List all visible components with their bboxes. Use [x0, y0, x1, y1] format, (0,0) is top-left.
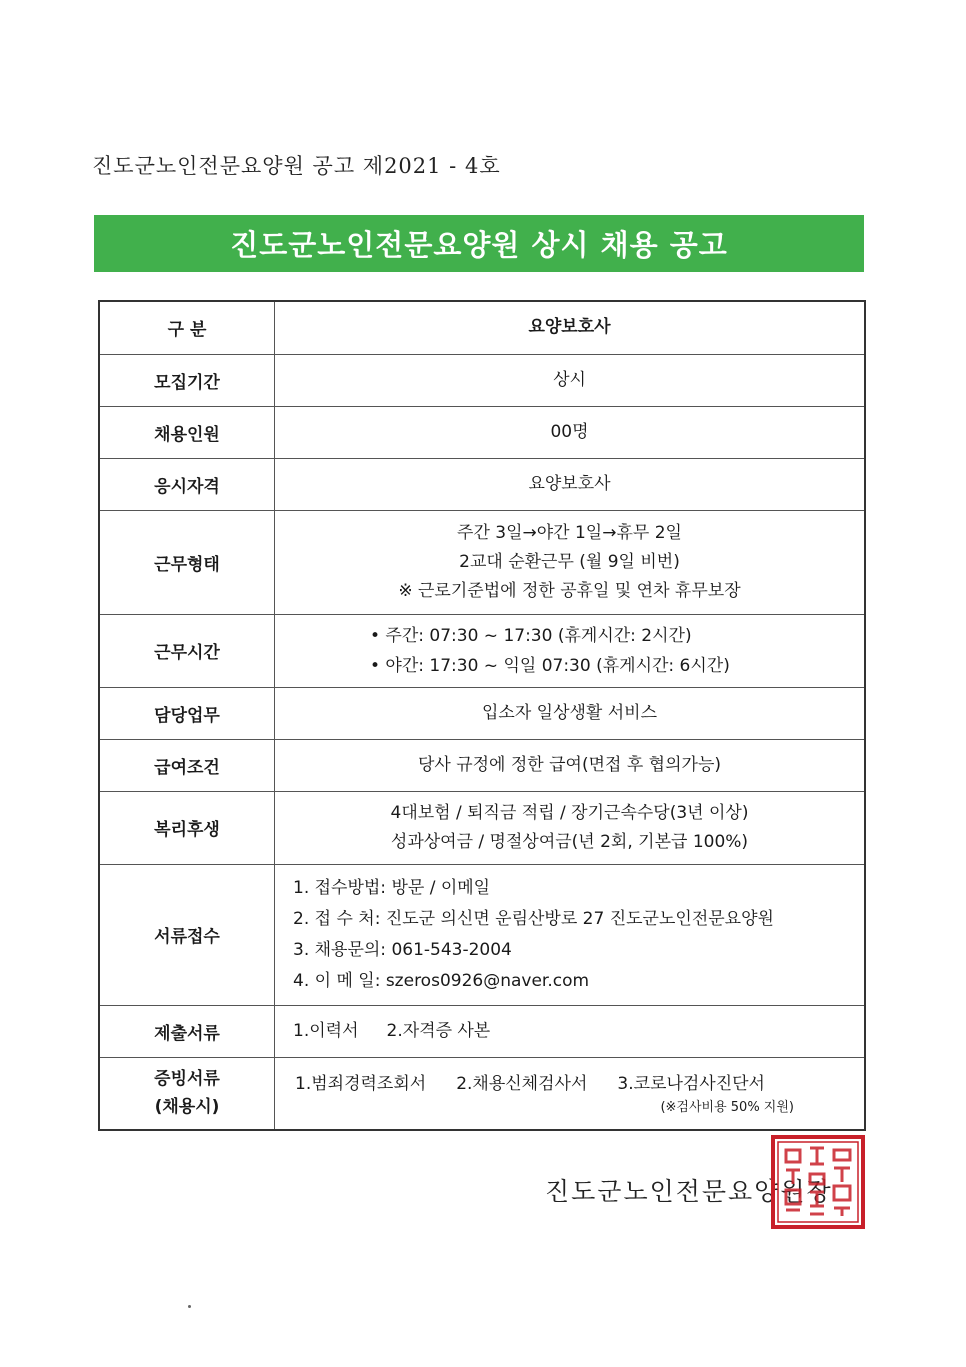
notice-number: 진도군노인전문요양원 공고 제2021 - 4호: [92, 154, 501, 178]
application-line: 3. 채용문의: 061-543-2004: [293, 939, 512, 960]
official-seal-icon: [770, 1134, 866, 1230]
salary-value: 당사 규정에 정한 급여(면접 후 협의가능): [275, 739, 866, 791]
work-type-line: 2교대 순환근무 (월 9일 비번): [459, 551, 680, 572]
work-type-value: [275, 510, 866, 614]
period-label: 모집기간: [99, 354, 275, 406]
table-row: [99, 406, 865, 458]
table-row: [99, 510, 865, 614]
documents-value: [275, 1005, 866, 1057]
document-item: 1.이력서: [293, 1020, 359, 1041]
duties-value: 입소자 일상생활 서비스: [275, 687, 866, 739]
table-row: [99, 739, 865, 791]
salary-label: 급여조건: [99, 739, 275, 791]
work-type-label: 근무형태: [99, 510, 275, 614]
proof-label-line: (채용시): [154, 1097, 220, 1118]
headcount-label: 채용인원: [99, 406, 275, 458]
table-row: [99, 614, 865, 687]
issuer-name: 진도군노인전문요양원장: [545, 1177, 833, 1206]
table-row: [99, 1005, 865, 1057]
title-banner: [94, 215, 864, 272]
application-label: 서류접수: [99, 864, 275, 1005]
welfare-line: 4대보험 / 퇴직금 적립 / 장기근속수당(3년 이상): [390, 802, 749, 823]
proof-item: 3.코로나검사진단서: [617, 1073, 765, 1094]
table-row: [99, 864, 865, 1005]
proof-note: (※검사비용 50% 지원): [660, 1099, 794, 1115]
work-hours-label: 근무시간: [99, 614, 275, 687]
header-label-cell: 구 분: [99, 301, 275, 354]
documents-label: 제출서류: [99, 1005, 275, 1057]
proof-value: [275, 1057, 866, 1130]
work-type-line: ※ 근로기준법에 정한 공휴일 및 연차 휴무보장: [398, 580, 741, 601]
recruitment-table: [98, 300, 866, 1131]
table-header-row: [99, 301, 865, 354]
work-hours-value: [275, 614, 866, 687]
scan-speck: [188, 1305, 191, 1308]
proof-item: 1.범죄경력조회서: [295, 1073, 427, 1094]
document-item: 2.자격증 사본: [386, 1020, 491, 1041]
qualification-label: 응시자격: [99, 458, 275, 510]
application-email: 4. 이 메 일: szeros0926@naver.com: [293, 970, 590, 991]
work-type-line: 주간 3일→야간 1일→휴무 2일: [457, 522, 682, 543]
welfare-value: [275, 791, 866, 864]
headcount-value: 00명: [275, 406, 866, 458]
application-value: [275, 864, 866, 1005]
welfare-label: 복리후생: [99, 791, 275, 864]
proof-label-line: 증빙서류: [154, 1069, 220, 1090]
application-line: 2. 접 수 처: 진도군 의신면 운림산방로 27 진도군노인전문요양원: [293, 908, 774, 929]
work-hours-line: • 야간: 17:30 ~ 익일 07:30 (휴게시간: 6시간): [370, 655, 730, 676]
table-row: [99, 687, 865, 739]
table-row: [99, 791, 865, 864]
table-row: [99, 354, 865, 406]
page-title: 진도군노인전문요양원 상시 채용 공고: [230, 228, 728, 262]
period-value: 상시: [275, 354, 866, 406]
application-line: 1. 접수방법: 방문 / 이메일: [293, 877, 491, 898]
header-value-cell: 요양보호사: [275, 301, 866, 354]
qualification-value: 요양보호사: [275, 458, 866, 510]
work-hours-line: • 주간: 07:30 ~ 17:30 (휴게시간: 2시간): [370, 625, 692, 646]
proof-item: 2.채용신체검사서: [456, 1073, 588, 1094]
table-row: [99, 458, 865, 510]
proof-label: [99, 1057, 275, 1130]
table-row: [99, 1057, 865, 1130]
duties-label: 담당업무: [99, 687, 275, 739]
welfare-line: 성과상여금 / 명절상여금(년 2회, 기본급 100%): [390, 831, 749, 852]
